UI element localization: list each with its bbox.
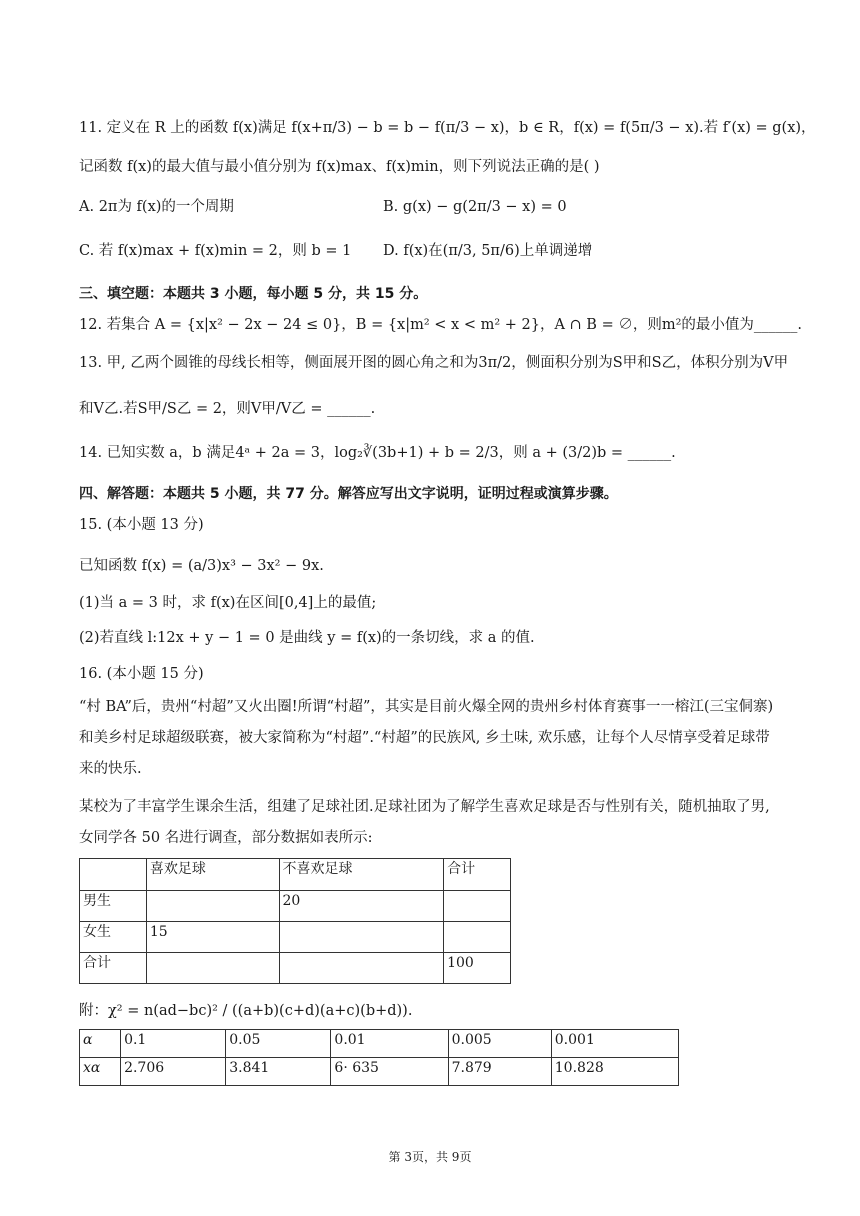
table-cell: 0.001 bbox=[551, 1030, 678, 1058]
table-cell: 不喜欢足球 bbox=[279, 859, 444, 891]
q13-line1: 13. 甲, 乙两个圆锥的母线长相等，侧面展开图的圆心角之和为3π/2，侧面积分别为S甲和S乙，体积分别为V甲 bbox=[79, 355, 789, 371]
q11-choice-c: C. 若 f(x)max + f(x)min = 2，则 b = 1 bbox=[79, 243, 352, 259]
table-cell: 3.841 bbox=[226, 1058, 331, 1086]
table-cell: 10.828 bbox=[551, 1058, 678, 1086]
table-cell bbox=[444, 922, 511, 953]
table-cell: 2.706 bbox=[121, 1058, 226, 1086]
table-cell: xα bbox=[80, 1058, 121, 1086]
chi-square-formula: 附：χ² = n(ad−bc)² / ((a+b)(c+d)(a+c)(b+d)). bbox=[79, 1003, 413, 1019]
table-cell: 0.01 bbox=[331, 1030, 448, 1058]
table-cell: 0.005 bbox=[448, 1030, 551, 1058]
q16-paragraph-1: “村 BA”后，贵州“村超”又火出圈!所谓“村超”，其实是目前火爆全网的贵州乡村体育赛事一一榕江(三宝侗寨)和美乡村足球超级联赛，被大家简称为“村超”.“村超”的民族风, 乡土味, 欢乐感，让每个人尽情享受着足球带来的快乐. bbox=[79, 699, 774, 777]
section-3-heading: 三、填空题：本题共 3 小题，每小题 5 分，共 15 分。 bbox=[79, 286, 428, 302]
table-row bbox=[80, 922, 511, 953]
table-cell: 20 bbox=[279, 891, 444, 922]
table-cell: 合计 bbox=[444, 859, 511, 891]
table-cell: 15 bbox=[146, 922, 279, 953]
q16-paragraph-2: 某校为了丰富学生课余生活，组建了足球社团.足球社团为了解学生喜欢足球是否与性别有关，随机抽取了男, 女同学各 50 名进行调查，部分数据如表所示: bbox=[79, 799, 770, 846]
page-footer: 第 3页，共 9页 bbox=[388, 1150, 472, 1164]
table-row bbox=[80, 859, 511, 891]
q15-heading: 15. (本小题 13 分) bbox=[79, 517, 204, 533]
table-cell: α bbox=[80, 1030, 121, 1058]
q15-part2: (2)若直线 l:12x + y − 1 = 0 是曲线 y = f(x)的一条切线，求 a 的值. bbox=[79, 630, 535, 646]
q16-heading: 16. (本小题 15 分) bbox=[79, 666, 204, 682]
table-cell: 6· 635 bbox=[331, 1058, 448, 1086]
q15-part1: (1)当 a = 3 时，求 f(x)在区间[0,4]上的最值; bbox=[79, 595, 377, 611]
table-cell: 男生 bbox=[80, 891, 147, 922]
table-cell bbox=[444, 891, 511, 922]
table-cell: 0.1 bbox=[121, 1030, 226, 1058]
q11-choice-b: B. g(x) − g(2π/3 − x) = 0 bbox=[383, 199, 567, 215]
table-cell bbox=[146, 953, 279, 984]
table-cell: 喜欢足球 bbox=[146, 859, 279, 891]
table-cell bbox=[279, 953, 444, 984]
q14: 14. 已知实数 a，b 满足4ᵃ + 2a = 3，log₂∛(3b+1) + b = 2/3，则 a + (3/2)b = ______. bbox=[79, 445, 676, 461]
table-row bbox=[80, 1030, 679, 1058]
q12: 12. 若集合 A = {x|x² − 2x − 24 ≤ 0}，B = {x|m² < x < m² + 2}，A ∩ B = ∅，则m²的最小值为______. bbox=[79, 317, 803, 333]
critical-value-table bbox=[79, 1029, 679, 1086]
table-row bbox=[80, 1058, 679, 1086]
table-cell: 7.879 bbox=[448, 1058, 551, 1086]
table-row bbox=[80, 891, 511, 922]
table-cell: 100 bbox=[444, 953, 511, 984]
q11-choice-a: A. 2π为 f(x)的一个周期 bbox=[79, 199, 234, 215]
q13-line2: 和V乙.若S甲/S乙 = 2，则V甲/V乙 = ______. bbox=[79, 401, 376, 417]
table-cell bbox=[146, 891, 279, 922]
section-4-heading: 四、解答题：本题共 5 小题，共 77 分。解答应写出文字说明，证明过程或演算步骤。 bbox=[79, 486, 618, 502]
table-row bbox=[80, 953, 511, 984]
table-cell bbox=[80, 859, 147, 891]
q15-stem: 已知函数 f(x) = (a/3)x³ − 3x² − 9x. bbox=[79, 558, 324, 574]
table-cell bbox=[279, 922, 444, 953]
table-cell: 0.05 bbox=[226, 1030, 331, 1058]
q11-choice-d: D. f(x)在(π/3, 5π/6)上单调递增 bbox=[383, 243, 593, 259]
table-cell: 合计 bbox=[80, 953, 147, 984]
survey-table bbox=[79, 858, 511, 984]
table-cell: 女生 bbox=[80, 922, 147, 953]
q11-line1: 11. 定义在 R 上的函数 f(x)满足 f(x+π/3) − b = b − f(π/3 − x)，b ∈ R，f(x) = f(5π/3 − x).若 f′(x) = g(x)， bbox=[79, 120, 816, 136]
q11-line2: 记函数 f(x)的最大值与最小值分别为 f(x)max、f(x)min，则下列说法正确的是( ) bbox=[79, 159, 600, 175]
